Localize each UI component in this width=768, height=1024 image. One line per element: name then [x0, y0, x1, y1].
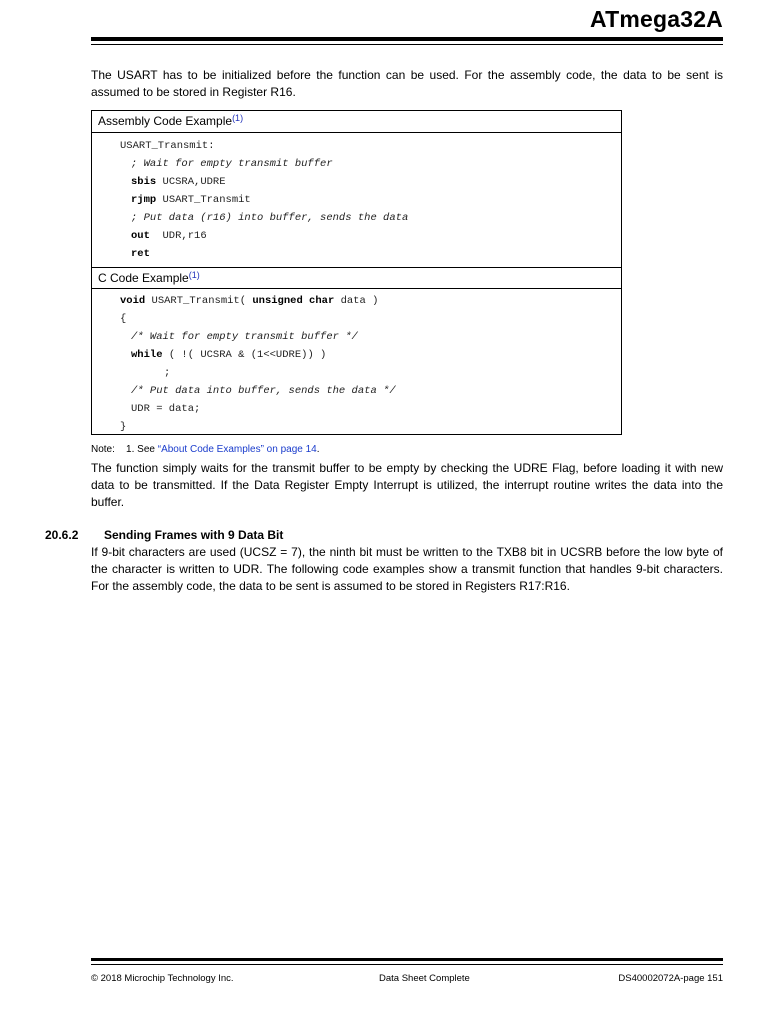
c-code-line: [92, 400, 621, 418]
code-text: }: [120, 421, 127, 433]
code-text: ;: [164, 367, 171, 379]
code-text: UDR = data;: [131, 403, 201, 415]
c-code-block: [92, 289, 621, 436]
code-text: data ): [334, 295, 379, 307]
c-footnote-ref[interactable]: (1): [188, 270, 200, 280]
code-keyword: rjmp: [131, 194, 157, 206]
header-rule-thin: [91, 44, 723, 45]
assembly-code-line: [92, 245, 621, 263]
c-code-heading: [92, 267, 621, 289]
code-keyword: while: [131, 349, 163, 361]
code-text: UCSRA,UDRE: [156, 176, 226, 188]
assembly-code-line: [92, 173, 621, 191]
code-comment: ; Put data (r16) into buffer, sends the data: [131, 212, 409, 224]
note-number: 1.: [126, 444, 135, 455]
code-example-box: [91, 110, 622, 435]
c-heading-text: C Code Example: [98, 271, 189, 285]
code-keyword: out: [131, 230, 150, 242]
footnote: [91, 444, 320, 455]
section-body-paragraph: If 9-bit characters are used (UCSZ = 7), the ninth bit must be written to the TXB8 bit in UCSRB before the low byte of the character is written to UDR. The following code examples show a transmit function that handles 9-bit characters. For the assembly code, the data to be sent is assumed to be stored in Registers R17:R16.: [91, 545, 723, 593]
assembly-code-line: [92, 191, 621, 209]
c-code-line: [92, 346, 621, 364]
note-suffix: .: [316, 444, 320, 455]
c-code-line: [92, 328, 621, 346]
code-keyword: ret: [131, 248, 150, 260]
code-keyword: void: [120, 295, 146, 307]
section-title: Sending Frames with 9 Data Bit: [104, 528, 284, 542]
code-text: USART_Transmit: [156, 194, 251, 206]
code-text: USART_Transmit(: [145, 295, 253, 307]
assembly-heading-text: Assembly Code Example: [98, 114, 233, 128]
footer-rule-thick: [91, 958, 723, 961]
page-header-title: ATmega32A: [589, 6, 723, 32]
footer-rule-thin: [91, 964, 723, 965]
code-text: UDR,r16: [149, 230, 207, 242]
function-description-paragraph: The function simply waits for the transmit buffer to be empty by checking the UDRE Flag, before loading it with new data to be transmitted. If the Data Register Empty Interrupt is utilized, the interrupt routine writes the data into the buffer.: [91, 461, 723, 509]
code-comment: /* Put data into buffer, sends the data */: [131, 385, 396, 397]
c-code-line: [92, 310, 621, 328]
assembly-code-heading: [92, 111, 621, 133]
code-text: ( !( UCSRA & (1<<UDRE)) ): [162, 349, 327, 361]
assembly-code-block: [92, 133, 621, 267]
code-keyword: sbis: [131, 176, 157, 188]
assembly-code-line: [92, 209, 621, 227]
intro-paragraph: The USART has to be initialized before the function can be used. For the assembly code, the data to be sent is assumed to be stored in Register R16.: [91, 68, 723, 99]
code-comment: /* Wait for empty transmit buffer */: [131, 331, 358, 343]
assembly-code-line: [92, 155, 621, 173]
code-keyword: unsigned char: [252, 295, 335, 307]
footer-page-number: DS40002072A-page 151: [618, 973, 723, 984]
assembly-code-line: [92, 137, 621, 155]
code-comment: ; Wait for empty transmit buffer: [131, 158, 333, 170]
footer-copyright: © 2018 Microchip Technology Inc.: [91, 973, 234, 984]
header-rule-thick: [91, 37, 723, 41]
code-text: USART_Transmit:: [120, 140, 215, 152]
footer-center: Data Sheet Complete: [379, 973, 470, 984]
c-code-line: [92, 418, 621, 436]
c-code-line: [92, 382, 621, 400]
note-prefix: See: [137, 444, 158, 455]
assembly-code-line: [92, 227, 621, 245]
section-number: 20.6.2: [45, 528, 79, 542]
c-code-line: [92, 364, 621, 382]
note-link[interactable]: “About Code Examples” on page 14: [157, 444, 317, 455]
c-code-line: [92, 292, 621, 310]
code-text: {: [120, 313, 127, 325]
note-label: Note:: [91, 444, 115, 455]
assembly-footnote-ref[interactable]: (1): [232, 113, 244, 123]
